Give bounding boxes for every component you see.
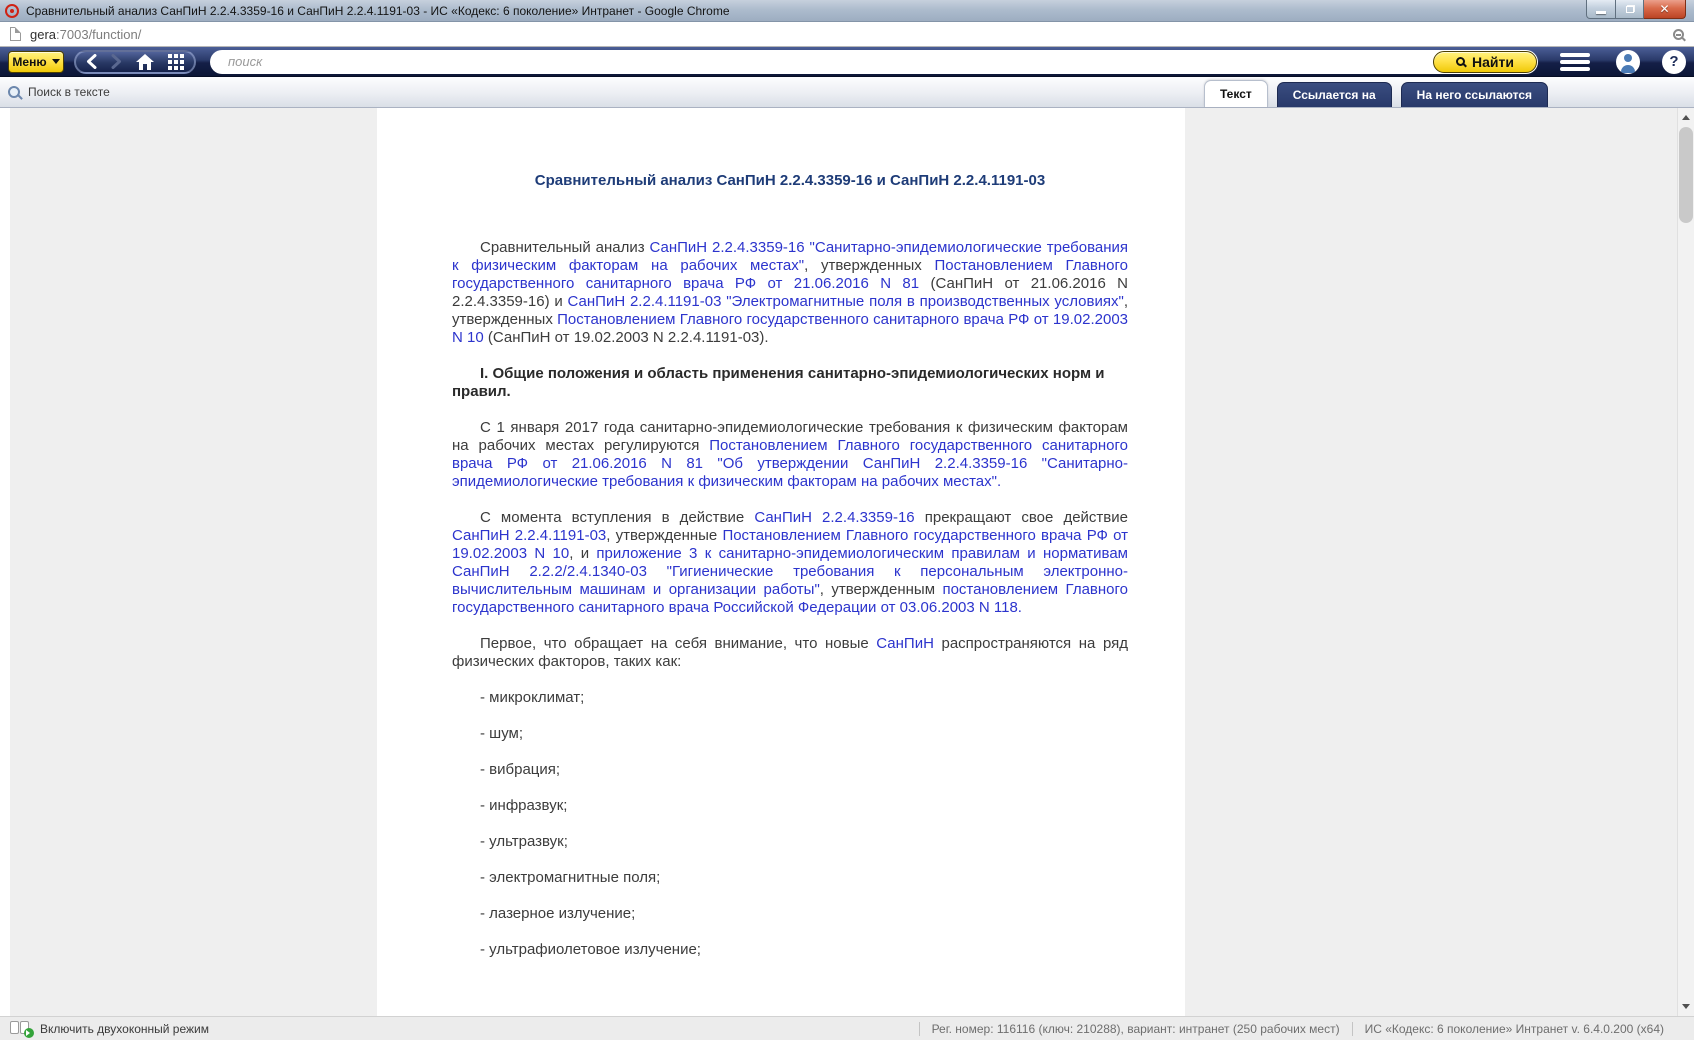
tab-referenced-by[interactable]: На него ссылаются (1401, 82, 1548, 107)
user-profile-button[interactable] (1616, 50, 1640, 74)
doc-link[interactable]: СанПиН 2.2.4.3359-16 "Санитарно-эпидемиологические требования к физическим факторам на рабочих местах" (452, 239, 1128, 274)
search-in-text-button[interactable] (0, 85, 110, 99)
doc-text: I. Общие положения и область применения санитарно-эпидемиологических норм и правил. (452, 365, 1105, 400)
doc-link[interactable]: Постановлением Главного государственного врача РФ от 19.02.2003 N 10 (452, 527, 1128, 562)
vertical-scrollbar[interactable] (1677, 108, 1694, 1016)
doc-text: (СанПиН от 21.06.2016 N 2.2.4.3359-16) и (452, 275, 1128, 310)
doc-text: - электромагнитные поля; (480, 869, 661, 886)
app-favicon-icon (5, 4, 19, 18)
doc-link[interactable]: Постановлением Главного государственного санитарного врача РФ от 19.02.2003 N 10 (452, 311, 1129, 346)
scroll-up-button[interactable] (1678, 108, 1694, 125)
doc-paragraph (452, 419, 1128, 491)
doc-text: распространяются на ряд физических факторов, таких как: (452, 635, 1128, 670)
doc-link[interactable]: Постановлением Главного государственного санитарного врача РФ от 21.06.2016 N 81 (452, 257, 1129, 292)
doc-text: С 1 января 2017 года санитарно-эпидемиологические требования к физическим факторам на рабочих местах регулируются (452, 419, 1128, 454)
zoom-icon[interactable] (1673, 29, 1684, 40)
url-path: :7003/function/ (56, 26, 142, 42)
doc-text: Сравнительный анализ (480, 239, 650, 256)
doc-link[interactable]: Постановлением Главного государственного санитарного врача РФ от 21.06.2016 N 81 "Об утверждении СанПиН 2.2.4.3359-16 "Санитарно-эпидемиологические требования к физическим факторам на рабочих местах". (452, 437, 1129, 490)
doc-text: прекращают свое действие (914, 509, 1128, 526)
doc-list-item (452, 905, 1128, 923)
separator (919, 1022, 920, 1036)
doc-text: - вибрация; (480, 761, 561, 778)
dual-window-icon (10, 1021, 32, 1036)
doc-text: С момента вступления в действие (480, 509, 755, 526)
apps-grid-button[interactable] (168, 54, 184, 70)
tab-references-to[interactable]: Ссылается на (1277, 82, 1392, 107)
doc-list-item (452, 797, 1128, 815)
status-info (919, 1022, 1684, 1036)
forward-button[interactable] (111, 54, 122, 69)
doc-text: - шум; (480, 725, 524, 742)
url-host: gera (30, 26, 57, 42)
doc-heading (452, 365, 1128, 401)
doc-list-item (452, 761, 1128, 779)
back-button[interactable] (86, 54, 97, 69)
scrollbar-track[interactable] (1678, 125, 1694, 999)
hamburger-menu-button[interactable] (1560, 53, 1590, 71)
doc-text: - ультразвук; (480, 833, 568, 850)
window-title: Сравнительный анализ СанПиН 2.2.4.3359-16 и СанПиН 2.2.4.1191-03 - ИС «Кодекс: 6 поколение» Интранет - Google Chrome (26, 3, 730, 18)
menu-button[interactable] (8, 51, 64, 73)
doc-link[interactable]: СанПиН 2.2.4.1191-03 "Электромагнитные поля в производственных условиях" (567, 293, 1124, 310)
document-body (452, 239, 1128, 959)
address-bar[interactable] (0, 22, 1694, 47)
separator (1352, 1022, 1353, 1036)
dual-window-label: Включить двухоконный режим (40, 1021, 209, 1036)
doc-text: - ультрафиолетовое излучение; (480, 941, 701, 958)
app-toolbar (0, 47, 1694, 77)
content-area (0, 108, 1694, 1016)
search-in-text-label: Поиск в тексте (28, 85, 110, 99)
registration-info: Рег. номер: 116116 (ключ: 210288), вариант: интранет (250 рабочих мест) (931, 1021, 1340, 1036)
document-toolbar (0, 77, 1694, 108)
status-bar (0, 1016, 1694, 1040)
search-icon (1456, 57, 1465, 66)
left-frame (0, 108, 10, 1016)
user-icon (1624, 54, 1632, 62)
close-button[interactable] (1644, 0, 1686, 19)
question-icon: ? (1669, 53, 1679, 70)
restore-button[interactable] (1616, 0, 1644, 19)
doc-text: - инфразвук; (480, 797, 568, 814)
search-in-text-icon (8, 86, 20, 98)
window-controls (1586, 0, 1686, 19)
document-page (377, 108, 1185, 1016)
doc-link[interactable]: СанПиН 2.2.4.1191-03 (452, 527, 607, 544)
menu-button-label: Меню (12, 54, 47, 69)
doc-text: , утвержденным (819, 581, 943, 598)
doc-text: , утвержденных (452, 293, 1128, 328)
help-button[interactable] (1662, 50, 1686, 74)
page-icon (10, 27, 21, 41)
doc-paragraph (452, 239, 1128, 347)
url-text[interactable] (30, 27, 141, 42)
arrow-down-icon (1682, 1004, 1690, 1013)
chevron-down-icon (52, 59, 60, 68)
home-button[interactable] (136, 54, 154, 70)
document-title: Сравнительный анализ СанПиН 2.2.4.3359-16 и СанПиН 2.2.4.1191-03 (534, 172, 1046, 189)
restore-icon (1626, 6, 1634, 13)
minimize-icon (1596, 11, 1606, 14)
doc-text: , утвержденные (606, 527, 723, 544)
doc-paragraph (452, 635, 1128, 671)
doc-text: - лазерное излучение; (480, 905, 636, 922)
version-info: ИС «Кодекс: 6 поколение» Интранет v. 6.4.0.200 (x64) (1364, 1021, 1664, 1036)
dual-window-toggle[interactable] (10, 1021, 209, 1036)
tab-text[interactable]: Текст (1204, 80, 1268, 107)
doc-text: Первое, что обращает на себя внимание, что новые (480, 635, 877, 652)
navigation-group (74, 50, 196, 74)
find-button[interactable] (1433, 51, 1537, 73)
doc-text: , и (569, 545, 597, 562)
doc-link[interactable]: приложение 3 к санитарно-эпидемиологическим правилам и нормативам СанПиН 2.2.2/2.4.1340-03 "Гигиенические требования к персональным электронно-вычислительным машинам и организации работы" (452, 545, 1128, 598)
search-bar (210, 50, 1538, 74)
document-viewport (10, 108, 1677, 1016)
arrow-up-icon (1682, 111, 1690, 120)
doc-list-item (452, 833, 1128, 851)
minimize-button[interactable] (1586, 0, 1616, 19)
window-titlebar (0, 0, 1694, 22)
doc-paragraph (452, 509, 1128, 617)
doc-text: (СанПиН от 19.02.2003 N 2.2.4.1191-03). (483, 329, 769, 346)
document-tabs (1204, 80, 1548, 107)
scroll-down-button[interactable] (1678, 999, 1694, 1016)
doc-list-item (452, 869, 1128, 887)
doc-text: , утвержденных (804, 257, 935, 274)
doc-link[interactable]: СанПиН 2.2.4.3359-16 (754, 509, 915, 526)
doc-list-item (452, 725, 1128, 743)
doc-link[interactable]: постановлением Главного государственного санитарного врача Российской Федерации от 03.06.2003 N 118. (452, 581, 1128, 616)
scrollbar-thumb[interactable] (1679, 127, 1693, 223)
find-button-label: Найти (1472, 53, 1514, 70)
doc-link[interactable]: СанПиН (876, 635, 934, 652)
close-icon: ✕ (1659, 2, 1670, 16)
search-input[interactable] (210, 54, 1433, 69)
doc-list-item (452, 941, 1128, 959)
doc-list-item (452, 689, 1128, 707)
doc-text: - микроклимат; (480, 689, 585, 706)
